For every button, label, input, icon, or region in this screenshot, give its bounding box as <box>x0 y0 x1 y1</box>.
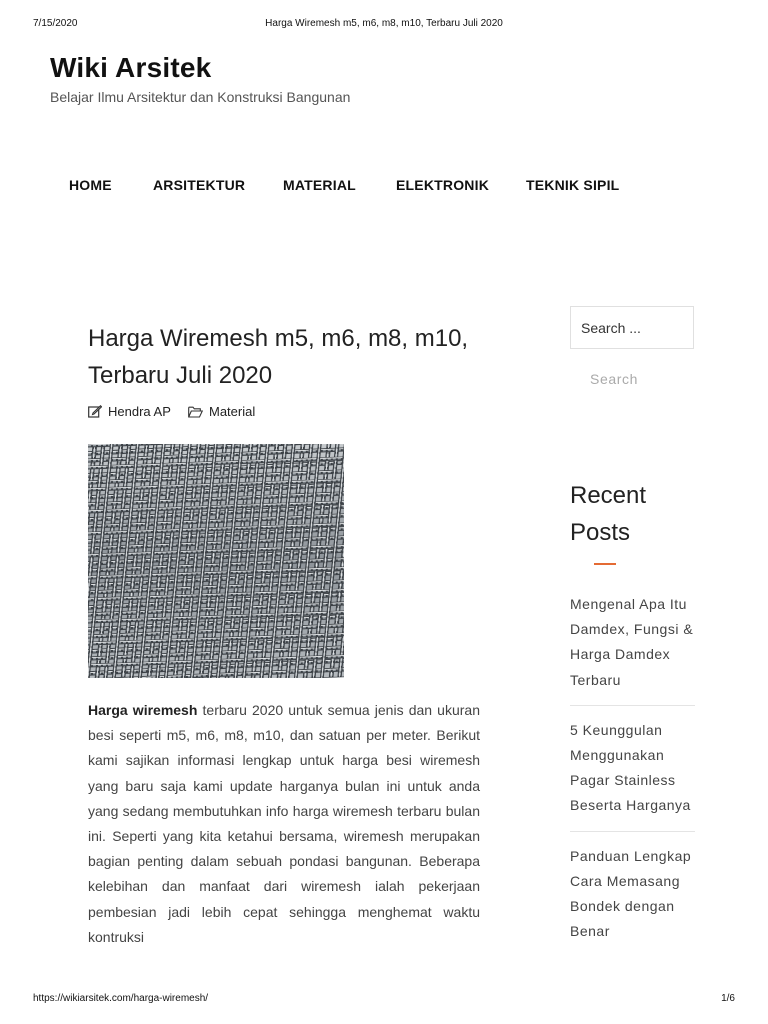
post-lead-text: Harga wiremesh <box>88 702 198 718</box>
print-page-number: 1/6 <box>721 993 735 1004</box>
recent-posts-list <box>570 592 695 968</box>
search-box <box>570 306 694 349</box>
wiremesh-photo <box>88 444 344 678</box>
post-category-name: Material <box>209 404 256 419</box>
print-document-title: Harga Wiremesh m5, m6, m8, m10, Terbaru Juli 2020 <box>265 18 503 29</box>
list-item <box>570 844 695 957</box>
recent-post-link[interactable]: Mengenal Apa Itu Damdex, Fungsi & Harga Damdex Terbaru <box>570 596 694 688</box>
widget-title-accent <box>594 563 616 565</box>
recent-post-link[interactable]: Panduan Lengkap Cara Memasang Bondek dengan Benar <box>570 847 692 940</box>
post-author[interactable] <box>88 404 171 421</box>
folder-icon <box>188 406 203 421</box>
post-category[interactable] <box>188 404 255 421</box>
search-input[interactable] <box>581 307 683 348</box>
post-author-name: Hendra AP <box>108 404 171 419</box>
nav-item-material[interactable]: MATERIAL <box>283 177 356 193</box>
nav-item-home[interactable]: HOME <box>69 177 112 193</box>
nav-item-teknik-sipil[interactable]: TEKNIK SIPIL <box>526 177 620 193</box>
nav-item-elektronik[interactable]: ELEKTRONIK <box>396 177 489 193</box>
post-body <box>88 698 480 950</box>
post-body-text: terbaru 2020 untuk semua jenis dan ukuran besi seperti m5, m6, m8, m10, dan satuan per meter. Berikut kami sajikan informasi lengkap untuk harga besi wiremesh yang baru saja kami update harganya bulan ini untuk anda yang sedang membutuhkan info harga wiremesh terbaru bulan ini. Seperti yang kita ketahui bersama, wiremesh merupakan bagian penting dalam sebuah pondasi bangunan. Beberapa kelebihan dan manfaat dari wiremesh ialah pekerjaan pembesian jadi lebih cepat sehingga menghemat waktu kontruksi <box>88 702 480 945</box>
site-title[interactable]: Wiki Arsitek <box>50 52 212 83</box>
list-item <box>570 592 695 706</box>
print-date: 7/15/2020 <box>33 18 78 29</box>
list-item <box>570 718 695 832</box>
search-button[interactable]: Search <box>570 366 658 392</box>
print-url: https://wikiarsitek.com/harga-wiremesh/ <box>33 993 209 1004</box>
site-tagline: Belajar Ilmu Arsitektur dan Konstruksi Bangunan <box>50 89 351 105</box>
nav-item-arsitektur[interactable]: ARSITEKTUR <box>153 177 246 193</box>
post-title: Harga Wiremesh m5, m6, m8, m10, Terbaru Juli 2020 <box>88 325 469 389</box>
recent-post-link[interactable]: 5 Keunggulan Menggunakan Pagar Stainless Beserta Harganya <box>570 721 691 814</box>
edit-icon <box>88 405 102 421</box>
recent-posts-title: Recent Posts <box>570 482 647 546</box>
post-paragraph <box>88 698 480 950</box>
